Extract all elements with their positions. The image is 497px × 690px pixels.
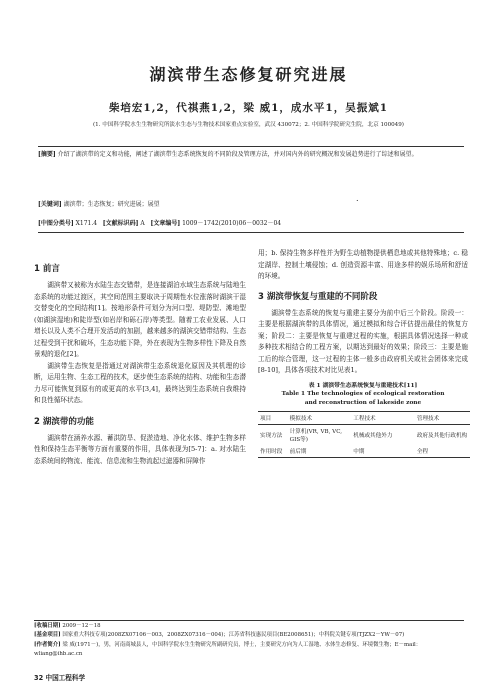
table-cell: 作用时段 xyxy=(260,449,283,455)
section-1-paragraph-2: 湖滨带生态恢复是指通过对湖滨带生态系统退化原因及其机理的诊断，运用生物、生态工程的技术，逐步使生态系统的结构、功能和生态潜力尽可能恢复到原有的或更高的水平[3,4]，最终达到生态系统自我维持和良性循环状态。 xyxy=(34,361,246,404)
table-1-title-en-1: Table 1 The technologies of ecological restoration xyxy=(281,391,445,397)
keywords xyxy=(38,200,464,210)
table-header-cell: 项目 xyxy=(260,416,272,422)
clc-label: [中图分类号] xyxy=(38,220,74,227)
table-row xyxy=(258,445,470,458)
footnote-received xyxy=(34,622,464,631)
left-column xyxy=(34,262,246,467)
fund-label: [基金项目] xyxy=(34,632,61,639)
footnote-divider xyxy=(34,620,464,621)
keywords-label: [关键词] xyxy=(38,201,62,208)
section-3-heading: 3 湖滨带恢复与重建的不同阶段 xyxy=(258,291,378,302)
page-footer: 32 中国工程科学 xyxy=(34,674,86,682)
table-1-title-cn: 表 1 湖滨带生态系统恢复与重建技术[11] xyxy=(308,382,418,389)
section-1-paragraph-1: 湖滨带又被称为水陆生态交错带，是连接湖泊水域生态系统与陆地生态系统的功能过渡区，其空间范围主要取决于周期性水位涨落时湖滨干湿交替变化的空间结构[1]。按地形条件可划分为河口型、堤防型、滩地型(如湖滨湿地)和陡岸型(如岩岸和砾石岸)等类型。随着工农业发展、人口增长以及人类不合理开发活动的加剧，越来越多的湖滨交错带结构、生态过程受到干扰和破坏，生态功能下降，外在表现为生物多样性下降及自然景观的退化[2]。 xyxy=(34,281,246,358)
abstract-label: [摘要] xyxy=(38,151,56,158)
paper-title: 湖滨带生态修复研究进展 xyxy=(149,65,348,84)
affiliation: (1. 中国科学院水生生物研究所淡水生态与生物技术国家重点实验室，武汉 430072；2. 中国科学院研究生院，北京 100049) xyxy=(93,122,404,128)
table-1 xyxy=(258,411,470,458)
table-cell: 政府及其他行政机构 xyxy=(416,433,468,439)
doc-code-value: A xyxy=(140,220,145,227)
decorative-dot: . xyxy=(356,194,359,203)
author-list: 柴培宏1,2，代祺燕1,2，梁 威1，成水平1，吴振斌1 xyxy=(108,102,389,114)
author-value: 梁 威(1971－)，男，河南商城县人，中国科学院水生生物研究所副研究员，博士，主要研究方向为人工湿地、水体生态修复、环境微生物；E－mail：wliang@ihb.ac.cn xyxy=(34,641,422,658)
received-label: [收稿日期] xyxy=(34,623,61,629)
doc-code-label: [文献标识码] xyxy=(102,220,139,227)
section-2-heading: 2 湖滨带的功能 xyxy=(34,416,94,427)
article-id-label: [文章编号] xyxy=(150,220,181,227)
footnote-fund xyxy=(34,631,464,640)
keywords-text: 湖滨带；生态恢复；研究进展；展望 xyxy=(63,201,160,208)
section-3-paragraph-1: 湖滨带生态系统的恢复与重建主要分为前中后三个阶段。阶段一：主要是根据湖滨带的具体情况，通过模拟和综合评估提出最佳的恢复方案；阶段二：主要是恢复与重建过程的实施，根据具体情况选择一种或多种技术相结合的工程方案，以期达到最好的效果；阶段三：主要是施工后的综合管理，这一过程的主体一般多由政府机关或社会团体来完成[8-10]，具体各项技术对比见表1。 xyxy=(258,308,468,374)
author-label: [作者简介] xyxy=(34,641,61,648)
table-header-cell: 工程技术 xyxy=(353,416,376,422)
footnote-author xyxy=(34,641,464,660)
table-cell: 中期 xyxy=(353,449,365,455)
article-id-value: 1009－1742(2010)06－0032－04 xyxy=(182,220,282,227)
table-cell: 计算机(VR, VB, VC, GIS等) xyxy=(289,429,343,443)
table-row xyxy=(258,425,470,446)
section-2-continuation: 用；b. 保持生物多样性并为野生动植物提供栖息地或其他特殊地；c. 稳定湖岸、控制土壤侵蚀；d. 创造资源丰富、用途多样的娱乐场所和舒适的环境。 xyxy=(258,249,468,280)
clc-value: X171.4 xyxy=(75,220,98,227)
footnotes xyxy=(34,622,464,660)
right-column xyxy=(258,248,468,458)
table-1-title-en-2: and reconstruction of lakeside zone xyxy=(304,399,422,406)
fund-value: 国家重大科技专项(2008ZX07106－003，2008ZX07316－004)；江苏省科技惠民项目(BE2008651)；中科院关键专项(TJZX2－YW－07) xyxy=(62,632,405,639)
table-cell: 实现方法 xyxy=(260,433,283,439)
received-value: 2009－12－18 xyxy=(62,623,101,629)
table-cell: 前后期 xyxy=(289,449,307,455)
table-cell: 全程 xyxy=(416,449,429,455)
table-cell: 机械或其他外力 xyxy=(353,433,393,439)
table-header-cell: 模拟技术 xyxy=(289,416,313,422)
classification-line xyxy=(38,219,464,233)
section-2-paragraph-1: 湖滨带在涵养水源、蓄洪防旱、促淤造地、净化水体、维护生物多样性和保持生态平衡等方面有重要的作用，具体表现为[5-7]：a. 对水陆生态系统间的物流、能流、信息流和生物流起过滤器和屏障作 xyxy=(34,433,246,465)
section-1-heading: 1 前言 xyxy=(34,264,60,274)
abstract xyxy=(38,146,464,202)
table-header-cell: 管理技术 xyxy=(416,416,440,422)
abstract-text: 介绍了湖滨带的定义和功能，阐述了湖滨带生态系统恢复的不同阶段及管理方法，并对国内外的研究概况和发展趋势进行了综述和展望。 xyxy=(57,151,418,158)
table-header-row xyxy=(258,412,470,425)
